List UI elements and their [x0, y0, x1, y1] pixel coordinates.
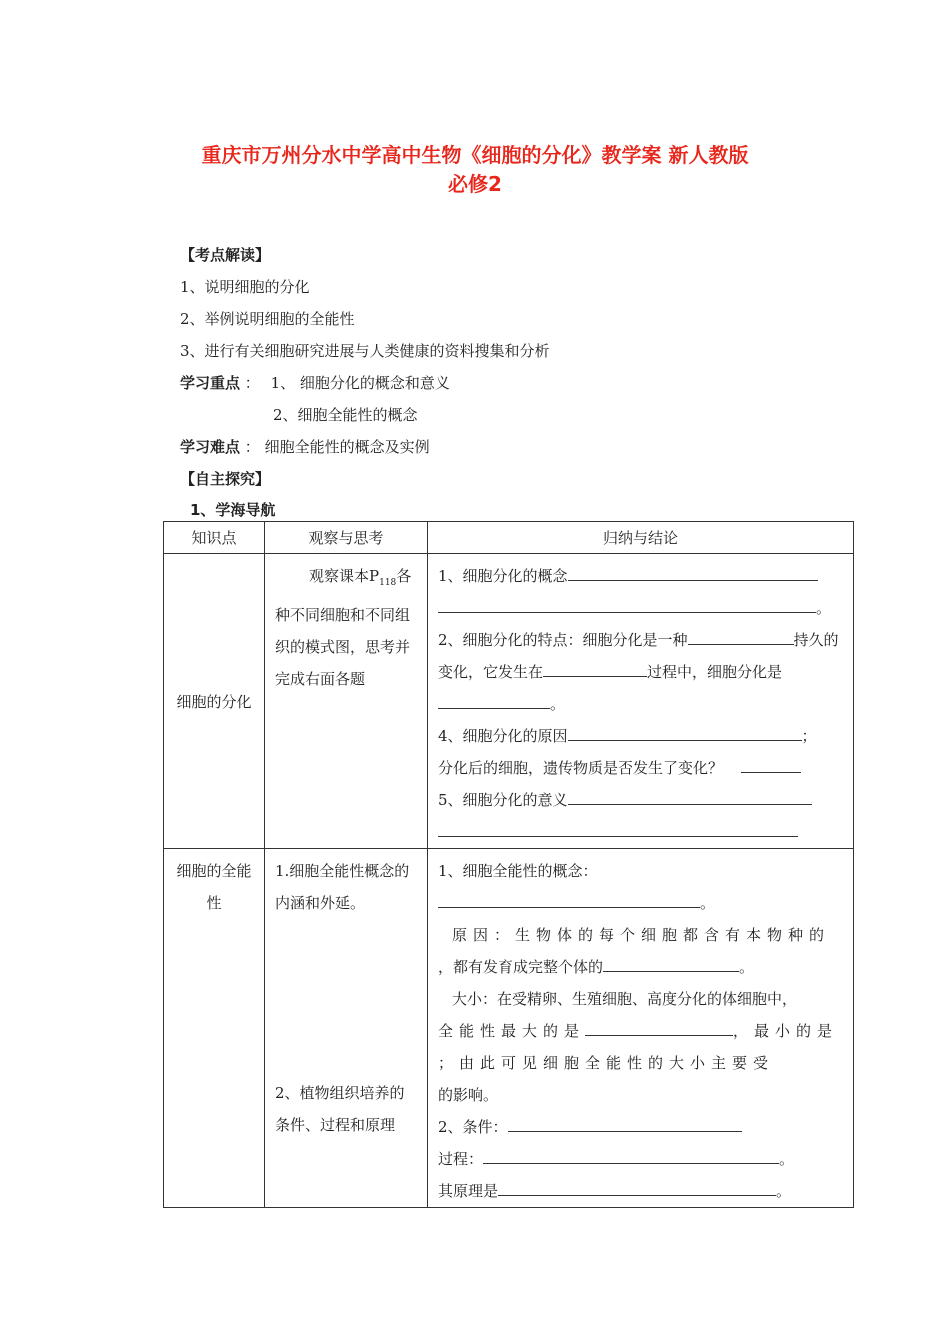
row2-conclusion [428, 849, 854, 1208]
key-points [180, 372, 450, 393]
key-point-1: 1、 细胞分化的概念和意义 [270, 374, 450, 392]
answer-blank[interactable] [568, 562, 818, 581]
key-points-label: 学习重点 [180, 374, 241, 392]
exam-item-3: 3、进行有关细胞研究进展与人类健康的资料搜集和分析 [180, 342, 550, 360]
row2-topic-text: 细胞的全能性 [176, 862, 252, 912]
explore-heading: 【自主探究】 [180, 470, 271, 488]
row1-c4-end: ； [801, 727, 817, 745]
answer-blank[interactable] [438, 889, 700, 908]
doc-title-line2: 必修2 [448, 172, 502, 196]
row1-c2b: 持久的变化，它发生在 [438, 631, 839, 681]
row2-observe-2: 2、植物组织培养的条件、过程和原理 [275, 1084, 405, 1134]
table-row [164, 849, 854, 1208]
row2-principle-end: 。 [776, 1182, 792, 1200]
study-table [163, 521, 854, 1208]
row1-c2a: 2、细胞分化的特点：细胞分化是一种 [438, 631, 688, 649]
answer-blank[interactable] [585, 1017, 733, 1036]
answer-blank[interactable] [688, 626, 794, 645]
answer-blank[interactable] [741, 754, 801, 773]
answer-blank[interactable] [568, 786, 812, 805]
row2-cond: 2、条件： [438, 1118, 508, 1136]
row1-topic: 细胞的分化 [164, 554, 265, 849]
answer-blank[interactable] [568, 722, 802, 741]
row1-observe [265, 554, 428, 849]
row2-size-a: 大小：在受精卵、生殖细胞、高度分化的体细胞中， [452, 990, 798, 1008]
row2-process: 过程： [438, 1150, 484, 1168]
row1-c2-end: 。 [550, 695, 566, 713]
table-header-row [164, 522, 854, 554]
header-topic: 知识点 [164, 522, 265, 554]
header-observe: 观察与思考 [265, 522, 428, 554]
row1-c1: 1、细胞分化的概念 [438, 567, 568, 585]
row1-conclusion [428, 554, 854, 849]
table-row [164, 554, 854, 849]
row2-size-b2: ，最小的是 [733, 1022, 839, 1040]
header-conclusion: 归纳与结论 [428, 522, 854, 554]
answer-blank[interactable] [508, 1113, 742, 1132]
row2-process-end: 。 [779, 1150, 795, 1168]
row2-c1: 1、细胞全能性的概念： [438, 862, 598, 880]
row1-c5: 5、细胞分化的意义 [438, 791, 568, 809]
exam-item-2: 2、举例说明细胞的全能性 [180, 310, 355, 328]
row2-reason-b: ，都有发育成完整个体的 [438, 958, 604, 976]
difficulty [180, 436, 430, 457]
key-points-sep: ： [244, 374, 260, 392]
difficulty-sep: ： [244, 438, 260, 456]
doc-title-line1: 重庆市万州分水中学高中生物《细胞的分化》教学案 新人教版 [201, 143, 749, 167]
exam-heading: 【考点解读】 [180, 246, 271, 264]
answer-blank[interactable] [438, 818, 798, 837]
answer-blank[interactable] [438, 594, 816, 613]
row1-observe-page: 118 [379, 578, 397, 588]
row2-observe-1: 1.细胞全能性概念的内涵和外延。 [275, 862, 410, 912]
row2-size-c: ；由此可见细胞全能性的大小主要受 [438, 1054, 775, 1072]
row2-topic [164, 849, 265, 1208]
difficulty-label: 学习难点 [180, 438, 241, 456]
row2-size-d: 的影响。 [438, 1086, 499, 1104]
row1-c1-end: 。 [816, 599, 832, 617]
row1-c2c: 过程中，细胞分化是 [647, 663, 783, 681]
answer-blank[interactable] [543, 658, 647, 677]
row2-c1-end: 。 [700, 894, 716, 912]
row1-c4b: 分化后的细胞，遗传物质是否发生了变化？ [438, 759, 724, 777]
row2-size-b1: 全能性最大的是 [438, 1022, 586, 1040]
row2-reason-end: 。 [739, 958, 755, 976]
answer-blank[interactable] [438, 690, 550, 709]
answer-blank[interactable] [603, 953, 739, 972]
answer-blank[interactable] [498, 1177, 776, 1196]
row1-c4: 4、细胞分化的原因 [438, 727, 568, 745]
answer-blank[interactable] [483, 1145, 779, 1164]
row2-observe [265, 849, 428, 1208]
row1-observe-b: 各种不同细胞和不同组织的模式图，思考并完成右面各题 [275, 567, 412, 688]
row2-reason-a: 原因：生物体的每个细胞都含有本物种的 [452, 926, 831, 944]
row1-observe-a: 观察课本P [309, 567, 380, 585]
explore-sub: 1、学海导航 [190, 501, 276, 519]
difficulty-text: 细胞全能性的概念及实例 [264, 438, 430, 456]
key-point-2: 2、细胞全能性的概念 [273, 406, 418, 424]
row2-principle: 其原理是 [438, 1182, 499, 1200]
exam-item-1: 1、说明细胞的分化 [180, 278, 310, 296]
